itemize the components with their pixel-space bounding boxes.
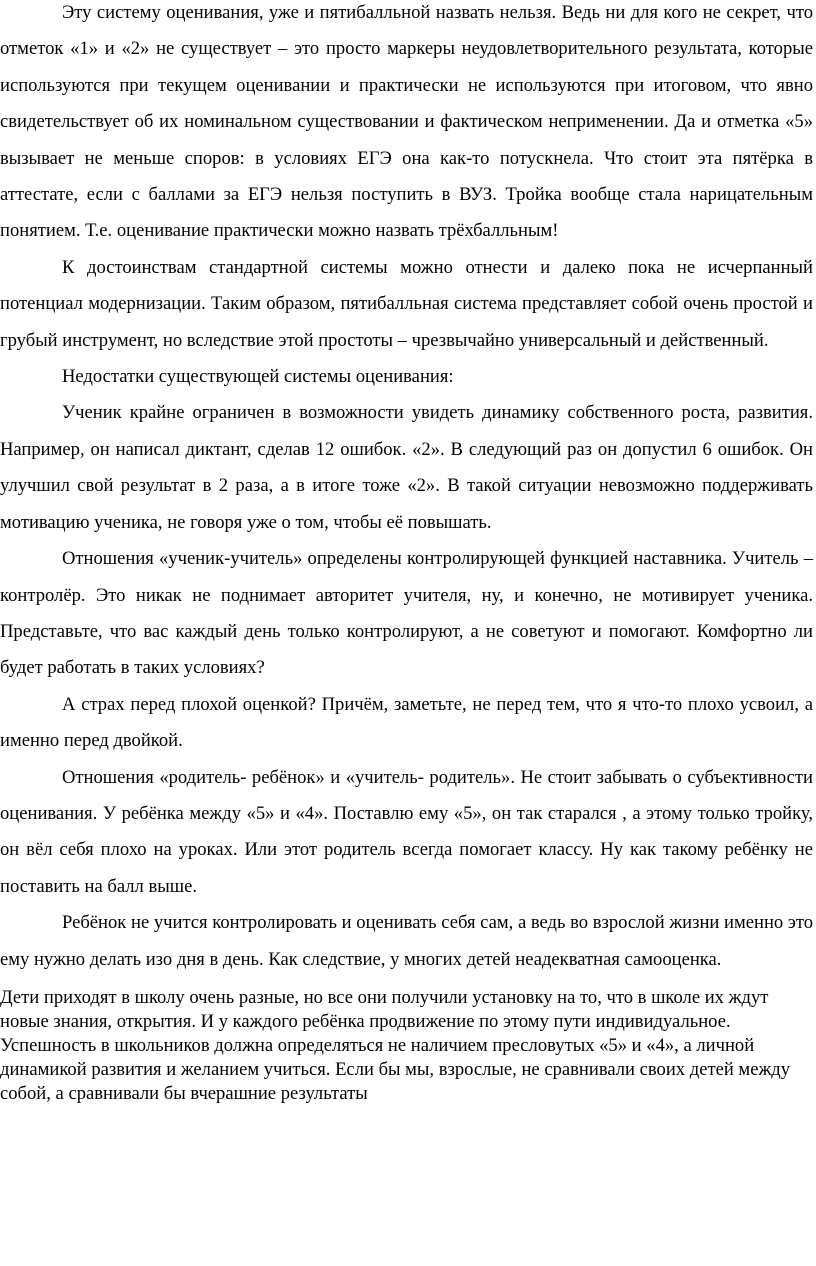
paragraph-parent-child: Отношения «родитель- ребёнок» и «учитель- родитель». Не стоит забывать о субъективности оценивания. У ребёнка между «5» и «4». Поставлю ему «5», он так старался , а этому только тройку, он вёл себя плохо на уроках. Или этот родитель всегда помогает классу. Ну как такому ребёнку не поставить на балл выше. xyxy=(0,766,813,897)
paragraph-fear-of-grade: А страх перед плохой оценкой? Причём, заметьте, не перед тем, что я что-то плохо усвоил, а именно перед двойкой. xyxy=(0,693,813,752)
paragraph-student-growth: Ученик крайне ограничен в возможности увидеть динамику собственного роста, развития. Например, он написал диктант, сделав 12 ошибок. «2». В следующий раз он допустил 6 ошибок. Он улучшил свой результат в 2 раза, а в итоге тоже «2». В такой ситуации невозможно поддерживать мотивацию ученика, не говоря уже о том, чтобы её повышать. xyxy=(0,402,813,533)
paragraph-advantages: К достоинствам стандартной системы можно отнести и далеко пока не исчерпанный потенциал модернизации. Таким образом, пятибалльная система представляет собой очень простой и грубый инструмент, но вследствие этой простоты – чрезвычайно универсальный и действенный. xyxy=(0,256,813,351)
paragraph-self-assessment: Ребёнок не учится контролировать и оценивать себя сам, а ведь во взрослой жизни именно это ему нужно делать изо дня в день. Как следствие, у многих детей неадекватная самооценка. xyxy=(0,912,813,970)
paragraph-student-teacher: Отношения «ученик-учитель» определены контролирующей функцией наставника. Учитель – контролёр. Это никак не поднимает авторитет учителя, ну, и конечно, не мотивирует ученика. Представьте, что вас каждый день только контролируют, а не советуют и помогают. Комфортно ли будет работать в таких условиях? xyxy=(0,548,813,679)
paragraph-closing: Дети приходят в школу очень разные, но все они получили установку на то, что в школе их ждут новые знания, открытия. И у каждого ребёнка продвижение по этому пути индивидуальное. Успешность в школьников должна определяться не наличием пресловутых «5» и «4», а личной динамикой развития и желанием учиться. Если бы мы, взрослые, не сравнивали своих детей между собой, а сравнивали бы вчерашние результаты xyxy=(0,986,791,1104)
paragraph-drawbacks-heading: Недостатки существующей системы оценивания: xyxy=(62,366,454,388)
paragraph-grading-system: Эту систему оценивания, уже и пятибалльной назвать нельзя. Ведь ни для кого не секрет, что отметок «1» и «2» не существует – это просто маркеры неудовлетворительного результата, которые используются при текущем оценивании и практически не используются при итоговом, что явно свидетельствует об их номинальном существовании и фактическом неприменении. Да и отметка «5» вызывает не меньше споров: в условиях ЕГЭ она как-то потускнела. Что стоит эта пятёрка в аттестате, если с баллами за ЕГЭ нельзя поступить в ВУЗ. Тройка вообще стала нарицательным понятием. Т.е. оценивание практически можно назвать трёхбалльным! xyxy=(0,2,813,242)
